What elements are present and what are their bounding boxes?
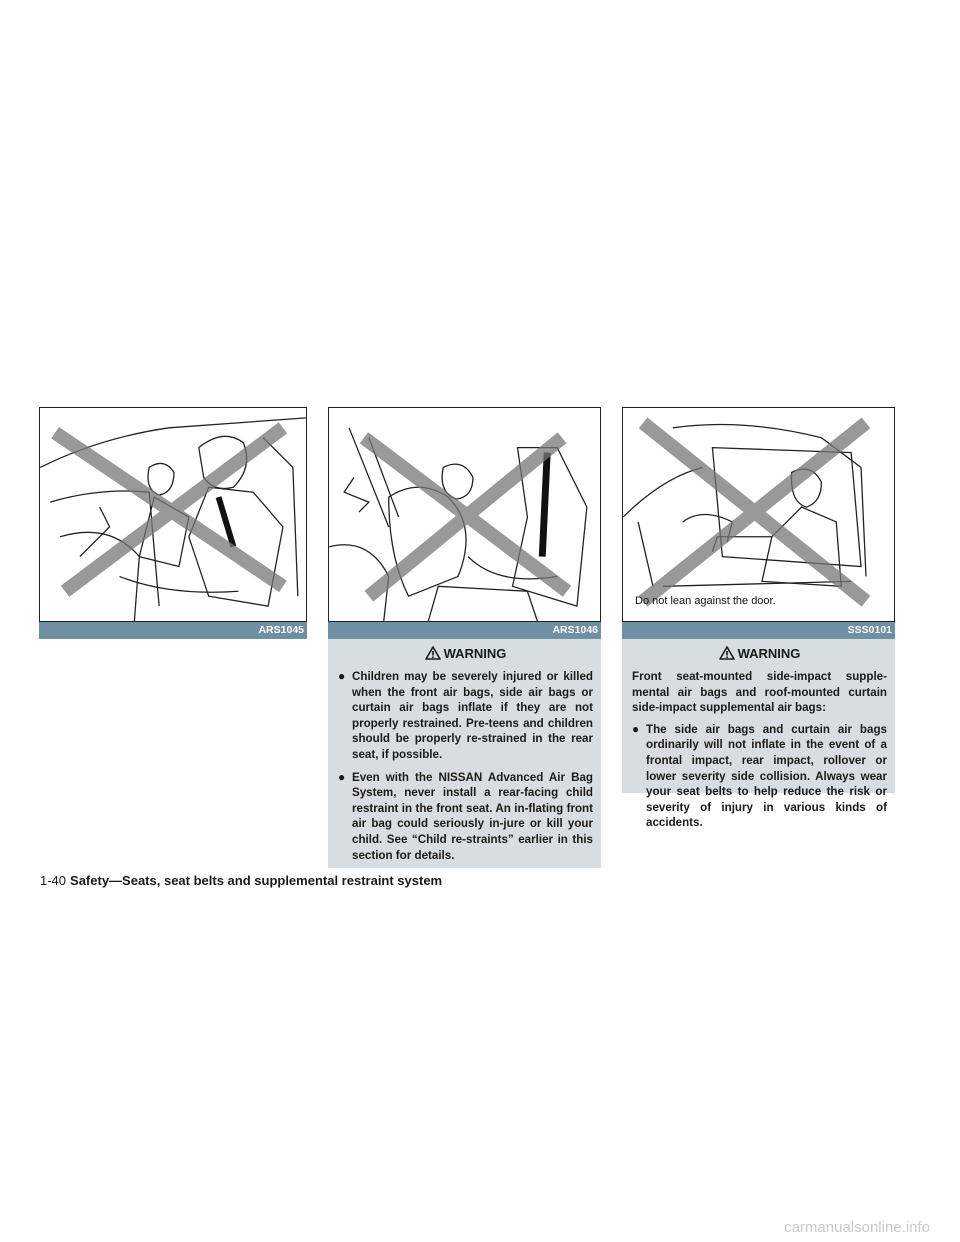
warning-title [338, 645, 593, 663]
warning-triangle-icon [425, 646, 441, 660]
figure-rear-facing-seat-prohibited [328, 407, 601, 622]
page-footer [40, 872, 442, 890]
warning-box-child-restraint [328, 639, 601, 868]
warning-title-text: WARNING [443, 646, 507, 661]
warning-title-text: WARNING [737, 646, 801, 661]
bullet-dot: ● [338, 769, 346, 784]
illustration-child-held-in-lap [40, 408, 306, 621]
page-number: 1-40 [40, 873, 67, 888]
figure-caption-code: SSS0101 [622, 622, 895, 639]
illustration-person-leaning-on-door [623, 408, 894, 621]
warning-intro-text: Front seat-mounted side-impact supple-mental air bags and roof-mounted curtain side-impact supplemental air bags: [632, 670, 887, 715]
warning-triangle-icon [719, 646, 735, 660]
figure-child-on-lap-prohibited [39, 407, 307, 622]
bullet-dot: ● [632, 721, 640, 736]
figure-caption-code: ARS1046 [328, 622, 601, 639]
prohibited-x-mark [55, 428, 283, 591]
warning-bullet [338, 669, 593, 763]
bullet-dot: ● [338, 669, 346, 683]
figure-caption-code: ARS1045 [39, 622, 307, 639]
section-title: Safety—Seats, seat belts and supplemental restraint system [70, 873, 443, 888]
warning-bullet [338, 770, 593, 864]
illustration-rear-facing-child-seat [329, 408, 600, 621]
prohibited-x-mark [364, 438, 567, 597]
warning-box-side-air-bags [622, 639, 895, 830]
figure-lean-against-door-prohibited [622, 407, 895, 622]
warning-bullet-text: Even with the NISSAN Advanced Air Bag System, never install a rear-facing child restraint in the front seat. An in-flating front air bag could seriously in-jure or kill your child. See “Child re-straints” earlier in this section for details. [352, 770, 593, 862]
warning-bullet-text: Children may be severely injured or killed when the front air bags, side air bags or curtain air bags inflate if they are not properly restrained. Pre-teens and children should be properly re-strained in the rear seat, if possible. [352, 670, 593, 761]
warning-bullet-text: The side air bags and curtain air bags ordinarily will not inflate in the event of a frontal impact, rear impact, rollover or lower severity side collision. Always wear your seat belts to help reduce the risk or severity of injury in various kinds of accidents. [646, 722, 887, 830]
warning-bullet [632, 722, 887, 831]
figure-inner-caption: Do not lean against the door. [635, 595, 776, 607]
warning-title [632, 645, 887, 663]
watermark-text: carmanualsonline.info [784, 1219, 930, 1236]
